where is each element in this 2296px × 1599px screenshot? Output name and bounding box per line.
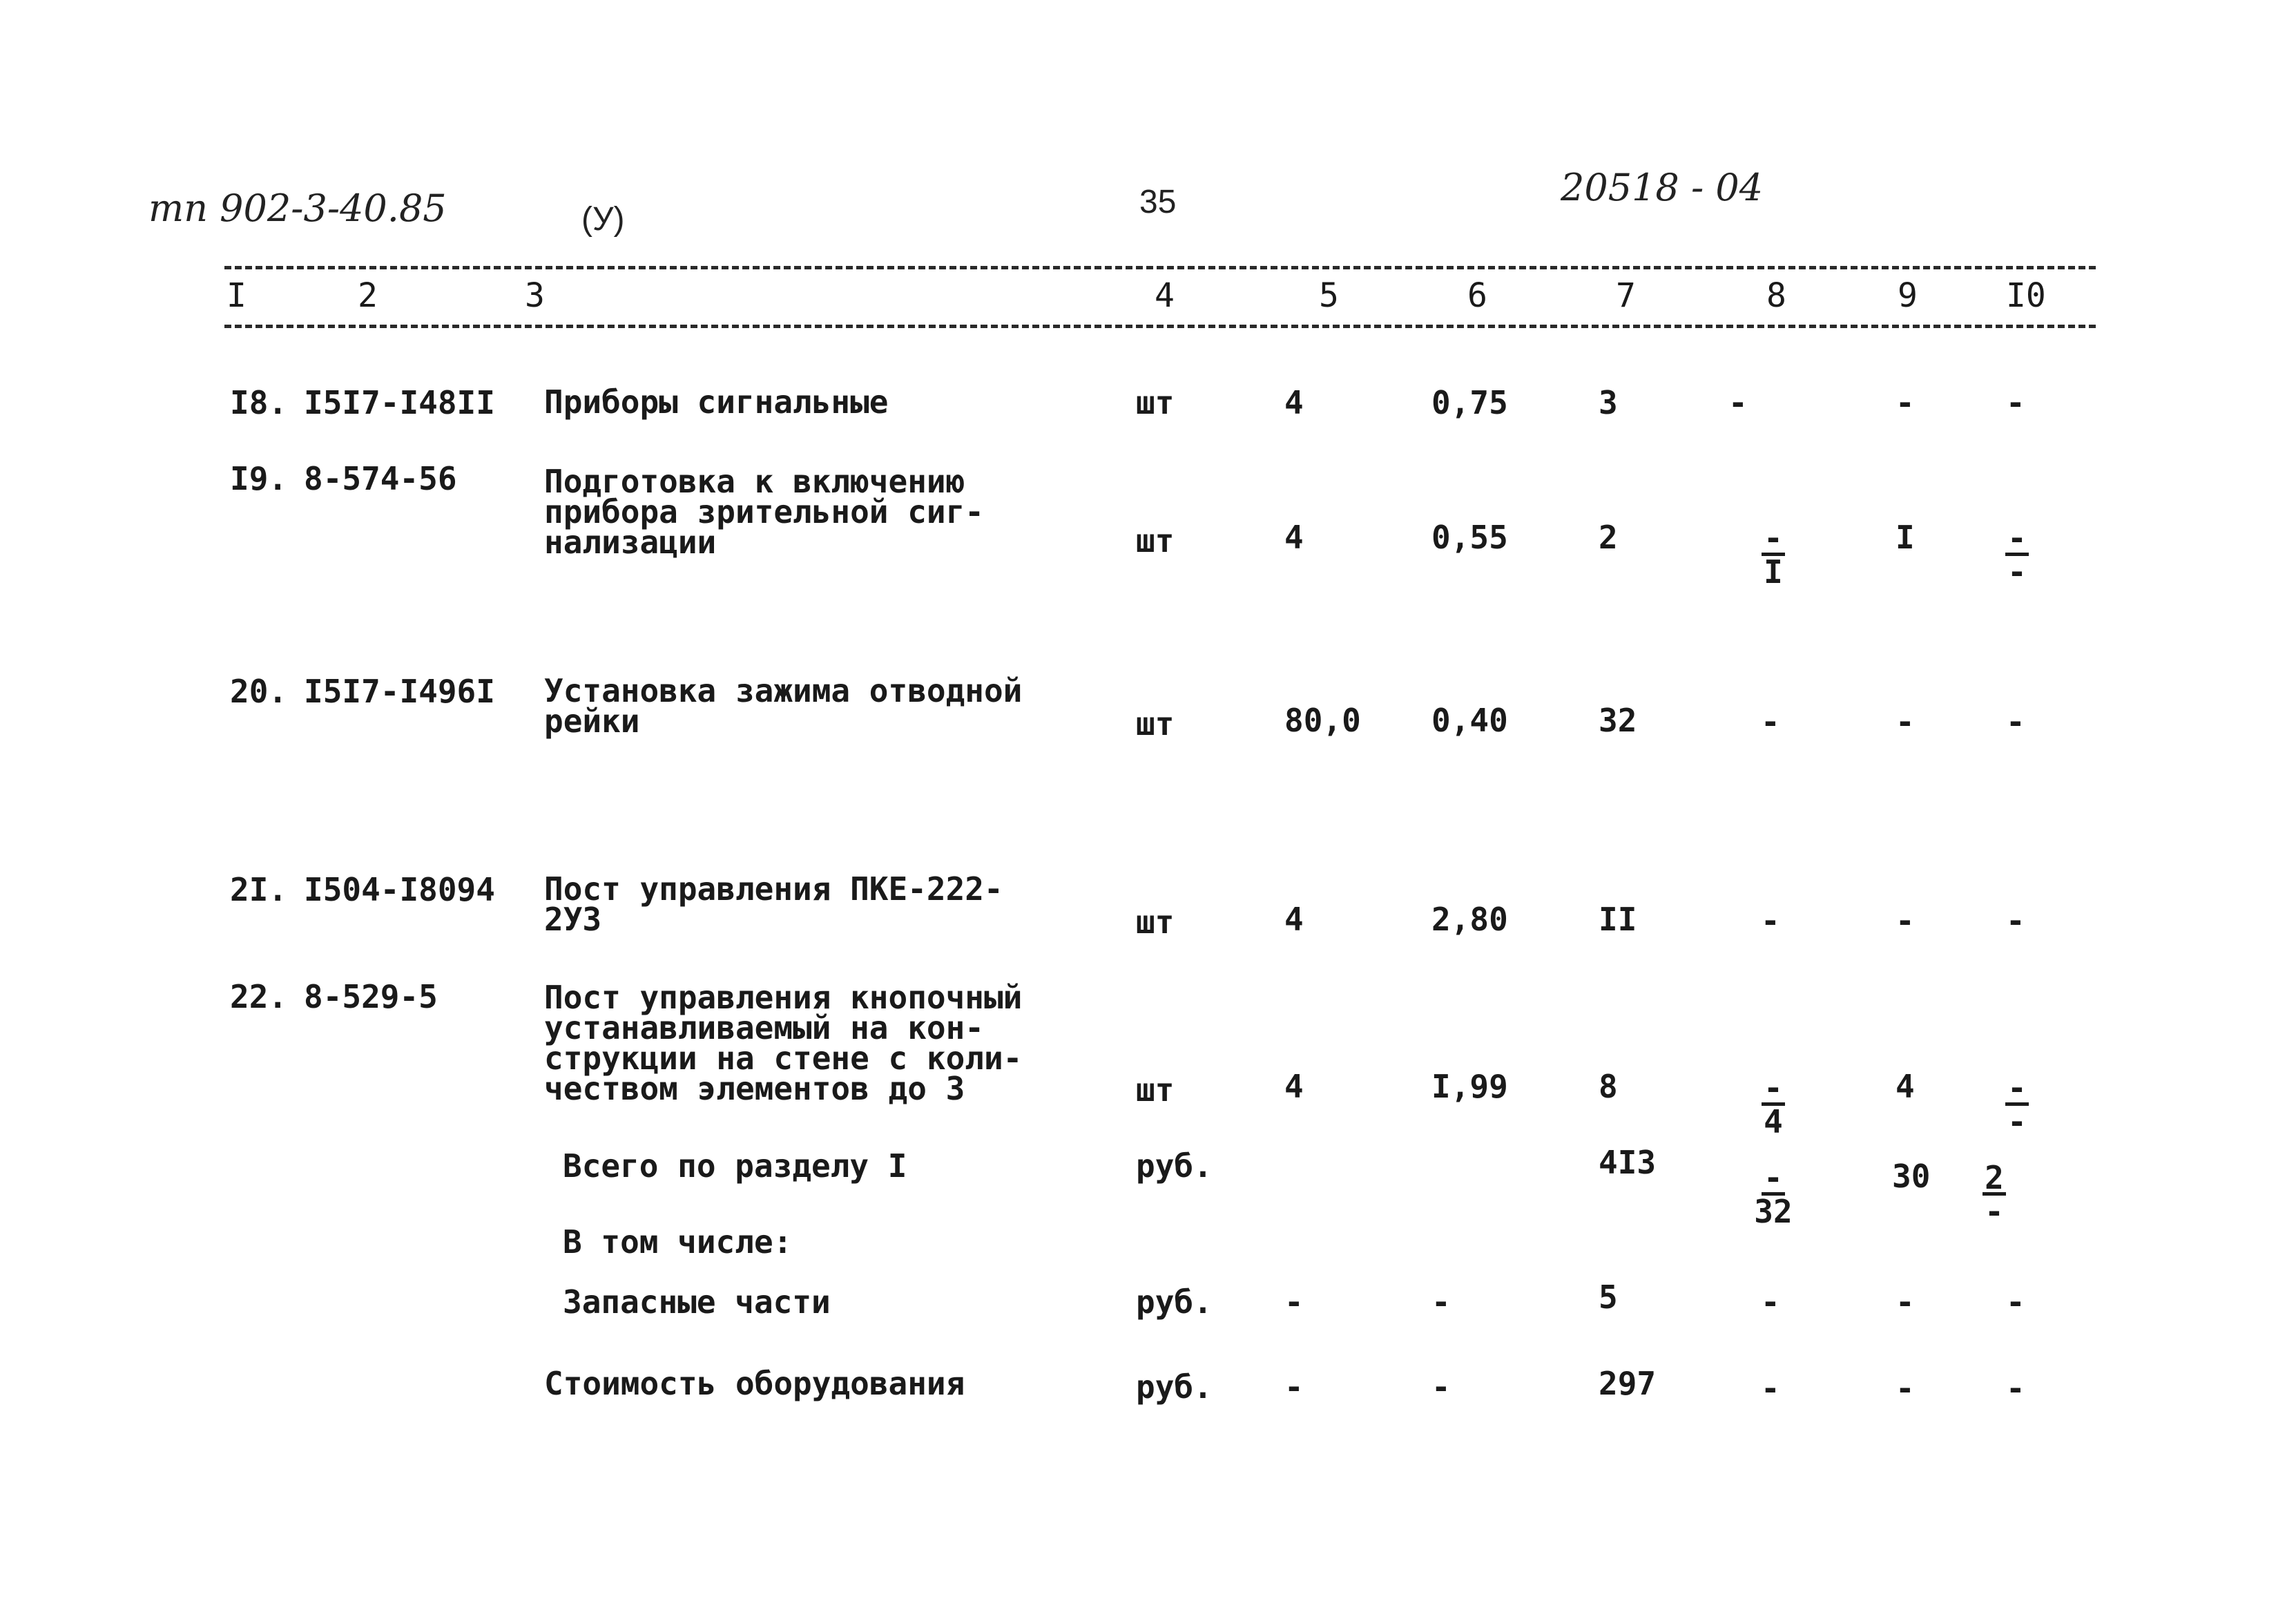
column-9-value: - — [1895, 384, 1915, 421]
work-description: Пост управления кнопочный устанавливаемый на кон- струкции на стене с коли- чеством элементов до 3 — [544, 979, 1023, 1107]
equipment-cost-label: Стоимость оборудования — [544, 1365, 965, 1402]
column-10-value: - - — [1989, 526, 2045, 585]
including-label: В том числе: — [563, 1223, 793, 1261]
unit-rate: 0,55 — [1431, 519, 1508, 556]
unit: шт — [1136, 384, 1175, 421]
column-9-value: I — [1895, 519, 1915, 556]
column-9-value: - — [1895, 703, 1915, 740]
work-description: Пост управления ПКЕ-222- 2УЗ — [544, 870, 1003, 938]
total-cost: 2 — [1599, 519, 1618, 556]
row-number: 22. — [230, 978, 288, 1015]
total-cost: 32 — [1599, 702, 1637, 739]
column-header-7: 7 — [1616, 276, 1636, 315]
unit-rate: 0,40 — [1431, 702, 1508, 739]
total-cost: 3 — [1599, 384, 1618, 421]
unit: руб. — [1136, 1147, 1213, 1185]
unit: шт — [1136, 1071, 1175, 1109]
price-code: 8-574-56 — [304, 460, 457, 497]
column-9-value: - — [1895, 1283, 1915, 1321]
section-total-label: Всего по разделу I — [563, 1147, 907, 1185]
work-description: Приборы сигнальные — [544, 383, 889, 421]
quantity: 4 — [1284, 519, 1304, 556]
column-8-value: - — [1761, 703, 1780, 740]
column-header-10: I0 — [2006, 276, 2046, 315]
spare-parts-label: Запасные части — [563, 1283, 831, 1321]
quantity: 4 — [1284, 384, 1304, 421]
row-number: 20. — [230, 673, 288, 710]
column-9-value: 30 — [1892, 1158, 1931, 1195]
column-8-value: - 4 — [1746, 1076, 1801, 1135]
column-8-value: - 32 — [1754, 1159, 1793, 1230]
column-10-value: - — [2006, 1370, 2025, 1407]
column-8-value: - — [1761, 1283, 1780, 1321]
column-header-6: 6 — [1467, 276, 1487, 315]
document-number: 20518 - 04 — [1561, 166, 1764, 209]
unit-rate: I,99 — [1431, 1068, 1508, 1105]
column-header-4: 4 — [1155, 276, 1175, 315]
header-rule-bottom — [224, 325, 2096, 328]
column-10-value: 2 - — [1967, 1166, 2022, 1225]
unit: шт — [1136, 903, 1175, 941]
column-9-value: 4 — [1895, 1068, 1915, 1105]
column-10-value: - — [2006, 703, 2025, 740]
row-number: 2I. — [230, 871, 288, 908]
work-description: Установка зажима отводной рейки — [544, 672, 1023, 740]
total-cost: 8 — [1599, 1068, 1618, 1105]
unit: руб. — [1136, 1368, 1213, 1406]
quantity: - — [1284, 1368, 1304, 1406]
row-number: I9. — [230, 460, 288, 497]
row-number: I8. — [230, 384, 288, 421]
column-header-2: 2 — [358, 276, 378, 315]
header-rule-top — [224, 266, 2096, 269]
column-header-1: I — [226, 276, 247, 315]
price-code: 8-529-5 — [304, 978, 438, 1015]
project-number: тп 902-3-40.85 — [148, 186, 447, 230]
unit-rate: - — [1431, 1283, 1451, 1321]
unit-rate: - — [1431, 1368, 1451, 1406]
column-header-3: 3 — [525, 276, 545, 315]
unit: шт — [1136, 705, 1175, 743]
quantity: - — [1284, 1283, 1304, 1321]
work-description: Подготовка к включению прибора зрительной сиг- нализации — [544, 463, 984, 561]
column-header-5: 5 — [1319, 276, 1339, 315]
column-header-8: 8 — [1766, 276, 1786, 315]
unit-rate: 2,80 — [1431, 901, 1508, 938]
total-cost: II — [1599, 901, 1637, 938]
price-code: I504-I8094 — [304, 871, 495, 908]
column-8-value: - — [1728, 384, 1748, 421]
column-10-value: - — [2006, 384, 2025, 421]
price-code: I5I7-I496I — [304, 673, 495, 710]
column-8-value: - I — [1746, 526, 1801, 585]
total-cost: 5 — [1599, 1279, 1618, 1316]
quantity: 4 — [1284, 1068, 1304, 1105]
total-cost: 297 — [1599, 1365, 1657, 1402]
column-9-value: - — [1895, 902, 1915, 939]
column-10-value: - — [2006, 902, 2025, 939]
quantity: 4 — [1284, 901, 1304, 938]
column-10-value: - - — [1989, 1076, 2045, 1135]
column-8-value: - — [1761, 1370, 1780, 1407]
unit: руб. — [1136, 1283, 1213, 1321]
price-code: I5I7-I48II — [304, 384, 495, 421]
column-9-value: - — [1895, 1370, 1915, 1407]
column-header-9: 9 — [1898, 276, 1918, 315]
total-cost: 4I3 — [1599, 1144, 1657, 1181]
quantity: 80,0 — [1284, 702, 1361, 739]
column-8-value: - — [1761, 902, 1780, 939]
column-10-value: - — [2006, 1283, 2025, 1321]
variant-mark: (У) — [581, 201, 625, 238]
page-number: 35 — [1139, 184, 1177, 220]
unit: шт — [1136, 522, 1175, 559]
unit-rate: 0,75 — [1431, 384, 1508, 421]
